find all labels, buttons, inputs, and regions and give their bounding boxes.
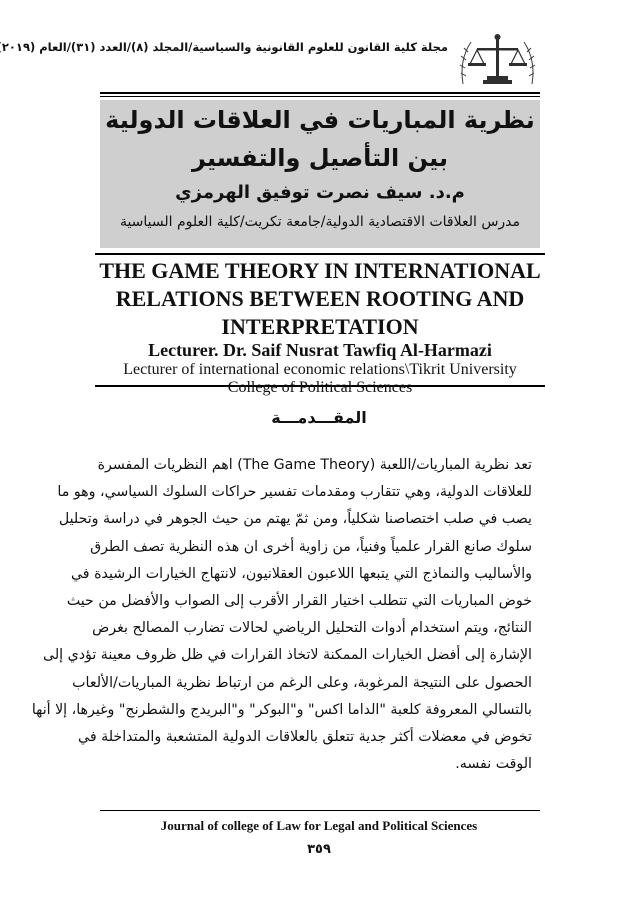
english-title-block (95, 253, 545, 396)
arabic-author: م.د. سيف نصرت توفيق الهرمزي (175, 182, 465, 203)
body-line: سلوك صانع القرار علمياً وفنياً، من زاوية أخرى ان هذه النظرية تصف الطرق (90, 538, 532, 555)
section-heading: المقـــدمـــة (271, 408, 367, 427)
body-line: خوض المباريات التي تتطلب اختيار القرار الأقرب إلى الصواب والأفضل من حيث (66, 593, 532, 610)
arabic-affiliation: مدرس العلاقات الاقتصادية الدولية/جامعة تكريت/كلية العلوم السياسية (119, 214, 521, 230)
body-line: بالتسالي المعروفة كلعبة "الداما اكس" و"البوكر" و"البريدج والشطرنج" وغيرها، إلا أنها (31, 701, 532, 718)
body-line: تعد نظرية المباريات/اللعبة (The Game Theory) اهم النظريات المفسرة (97, 457, 532, 473)
arabic-title-line1: نظرية المباريات في العلاقات الدولية (105, 106, 535, 134)
english-title-line2: RELATIONS BETWEEN ROOTING AND (115, 286, 525, 311)
footer-journal-name: Journal of college of Law for Legal and Political Sciences (160, 818, 478, 833)
body-line: تخوض في معضلات أكثر جدية تتعلق بالعلاقات الدولية المتشعبة والمتداخلة في (78, 729, 532, 746)
header-rule (100, 92, 540, 97)
journal-emblem-icon (455, 30, 540, 90)
page-header (1, 30, 540, 90)
body-line: والأساليب والنماذج التي يتبعها اللاعبون العقلانيون، لانتهاج الخيارات الرشيدة في (70, 565, 532, 582)
body-line: النتائج، ويتم استخدام أدوات التحليل الرياضي لحالات تضارب المصالح بغرض (92, 620, 532, 637)
english-author: Lecturer. Dr. Saif Nusrat Tawfiq Al-Harmazi (148, 340, 492, 360)
body-paragraph (31, 452, 532, 778)
arabic-title-line2: بين التأصيل والتفسير (192, 144, 448, 172)
body-line: الإشارة إلى أفضل الخيارات الممكنة لاتخاذ القرارات في ظل ظروف معينة تؤدي إلى (43, 647, 532, 664)
body-line: للعلاقات الدولية، وهي تتقارب ومقدمات تفسير حراكات السلوك السياسي، وهو ما (57, 484, 532, 501)
english-affiliation-line2: College of Political Sciences (227, 379, 413, 396)
english-title-line3: INTERPRETATION (221, 314, 419, 339)
body-line: يصب في صلب اختصاصنا شكلياً، ومن ثمّ يهتم من حيث الجوهر في دراسة وتحليل (58, 511, 532, 528)
journal-running-header: مجلة كلية القانون للعلوم القانونية والسياسية/المجلد (٨)/العدد (٣١)/العام (٢٠١٩ (1, 40, 448, 54)
footer-rule (100, 810, 540, 811)
english-title-line1: THE GAME THEORY IN INTERNATIONAL (99, 258, 541, 283)
page-number: ٣٥٩ (307, 842, 331, 857)
arabic-title-block (100, 100, 540, 248)
english-affiliation-line1: Lecturer of international economic relations\Tikrit University (123, 361, 517, 378)
body-line: الوقت نفسه. (455, 756, 532, 773)
body-line: الحصول على النتيجة المرغوبة، وعلى الرغم من ارتباط نظرية المباريات/الألعاب (72, 674, 532, 691)
